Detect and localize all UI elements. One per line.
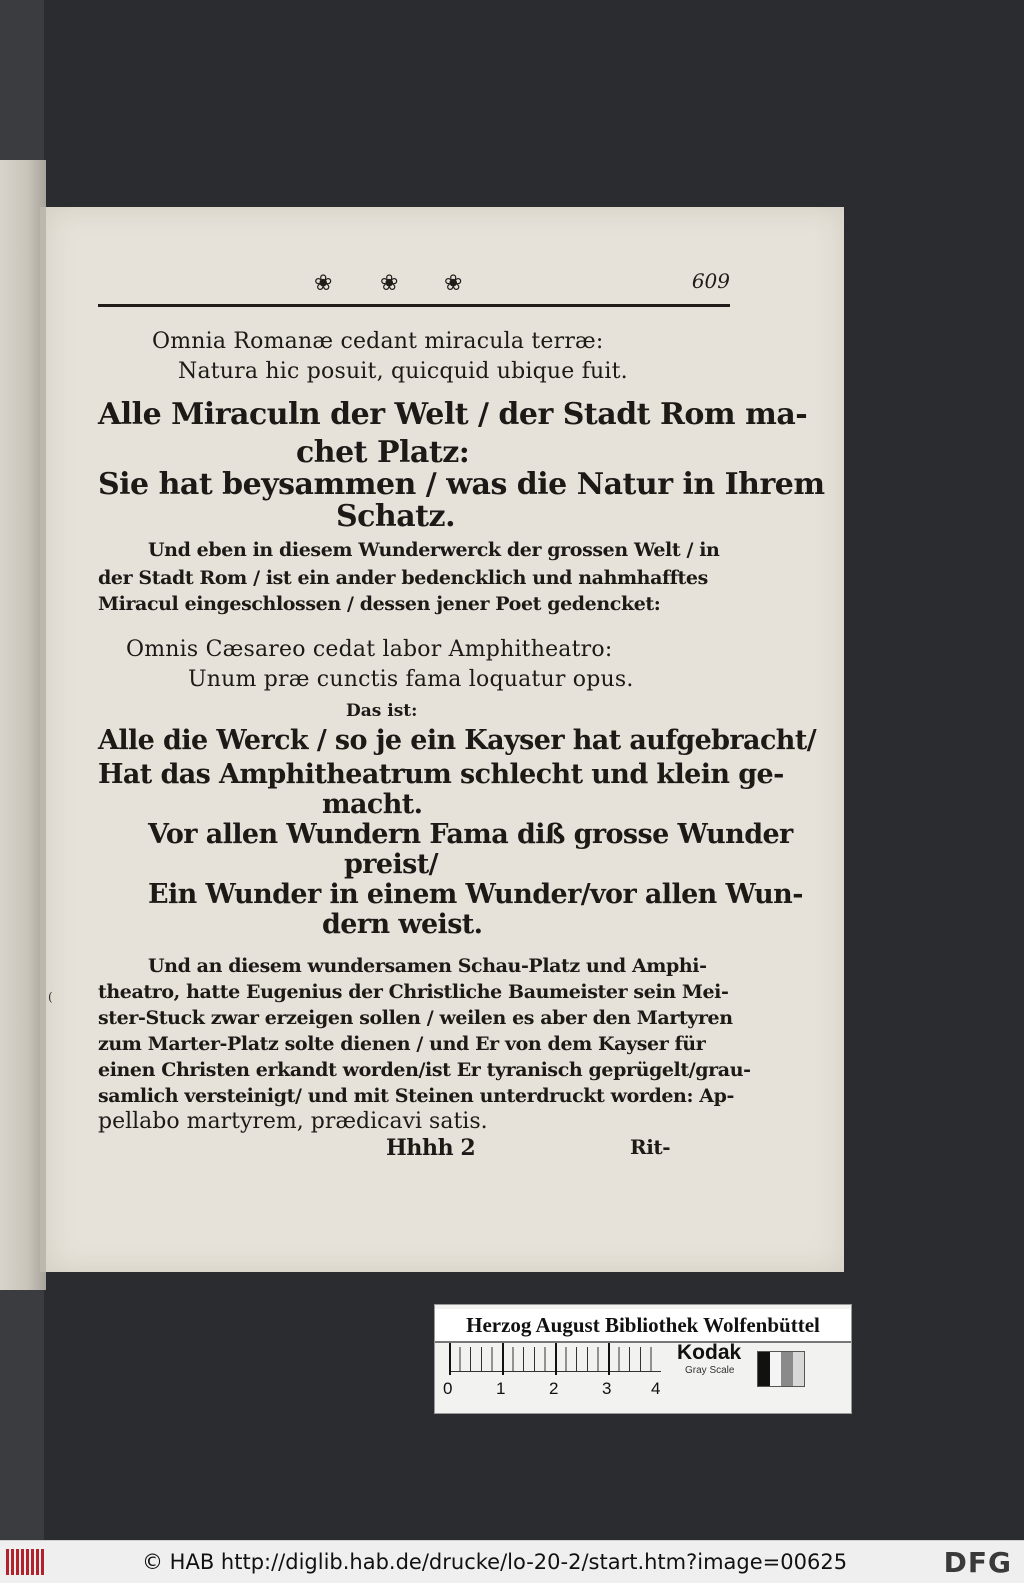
text-line: Ein Wunder in einem Wunder/vor allen Wun-: [148, 879, 803, 910]
text-line: samlich versteinigt/ und mit Steinen unterdruckt worden: Ap-: [98, 1085, 734, 1107]
ornament-icon: ❀: [380, 271, 399, 296]
dfg-logo: DFG: [943, 1546, 1012, 1579]
catchword: Rit-: [630, 1135, 671, 1159]
library-name: Herzog August Bibliothek Wolfenbüttel: [435, 1309, 851, 1343]
ornament-icon: ❀: [314, 271, 333, 296]
text-line: Hat das Amphitheatrum schlecht und klein ge-: [98, 759, 784, 790]
text-line: Alle die Werck / so je ein Kayser hat aufgebracht/: [98, 725, 816, 756]
viewer-footer: [0, 1540, 1024, 1583]
gray-patch: [770, 1352, 782, 1386]
text-line: chet Platz:: [296, 435, 470, 470]
text-line: Alle Miraculn der Welt / der Stadt Rom ma-: [98, 397, 808, 432]
text-line: Schatz.: [336, 499, 456, 534]
ruler-label: 3: [602, 1379, 612, 1398]
text-line: Miracul eingeschlossen / dessen jener Poet gedencket:: [98, 593, 661, 615]
gray-scale-label: Gray Scale: [685, 1365, 735, 1376]
text-line: Das ist:: [346, 701, 418, 721]
text-line: Omnis Cæsareo cedat labor Amphitheatro:: [126, 637, 613, 662]
ruler-label: 1: [496, 1379, 506, 1398]
text-line: preist/: [344, 849, 438, 880]
text-line: der Stadt Rom / ist ein ander bedencklich und nahmhafftes: [98, 567, 708, 589]
copyright-link[interactable]: © HAB http://diglib.hab.de/drucke/lo-20-2/start.htm?image=00625: [142, 1550, 848, 1574]
gray-patch: [781, 1352, 793, 1386]
text-line: Natura hic posuit, quicquid ubique fuit.: [178, 359, 628, 384]
text-line: Omnia Romanæ cedant miracula terræ:: [152, 329, 604, 354]
text-line: Vor allen Wundern Fama diß grosse Wunder: [148, 819, 793, 850]
ruler-label: 2: [549, 1379, 559, 1398]
gray-patch: [793, 1352, 805, 1386]
ruler-label: 4: [651, 1379, 661, 1398]
ornament-icon: ❀: [444, 271, 463, 296]
page-header: [98, 267, 730, 307]
page-number: 609: [691, 269, 730, 293]
text-line: ster-Stuck zwar erzeigen sollen / weilen es aber den Martyren: [98, 1007, 733, 1029]
hab-logo-icon: [6, 1549, 46, 1575]
gray-patch: [758, 1352, 770, 1386]
book-page: [46, 207, 844, 1272]
ruler-major-ticks: [449, 1343, 661, 1375]
kodak-logo: Kodak: [677, 1341, 742, 1364]
text-line: macht.: [322, 789, 423, 820]
header-rule: [98, 304, 730, 307]
stray-mark: (: [48, 990, 53, 1004]
text-line: zum Marter-Platz solte dienen / und Er von dem Kayser für: [98, 1033, 706, 1055]
text-line: einen Christen erkandt worden/ist Er tyranisch geprügelt/grau-: [98, 1059, 751, 1081]
ruler-label: 0: [443, 1379, 453, 1398]
text-line: Unum præ cunctis fama loquatur opus.: [188, 667, 634, 692]
gray-patches: [757, 1351, 805, 1387]
text-line: dern weist.: [322, 909, 483, 940]
text-line: pellabo martyrem, prædicavi satis.: [98, 1109, 488, 1134]
text-line: theatro, hatte Eugenius der Christliche Baumeister sein Mei-: [98, 981, 729, 1003]
text-line: Und eben in diesem Wunderwerck der grossen Welt / in: [148, 539, 720, 561]
color-calibration-target: [434, 1304, 852, 1414]
text-line: Sie hat beysammen / was die Natur in Ihrem: [98, 467, 825, 502]
text-line: Und an diesem wundersamen Schau-Platz und Amphi-: [148, 955, 707, 977]
signature-mark: Hhhh 2: [386, 1135, 476, 1161]
